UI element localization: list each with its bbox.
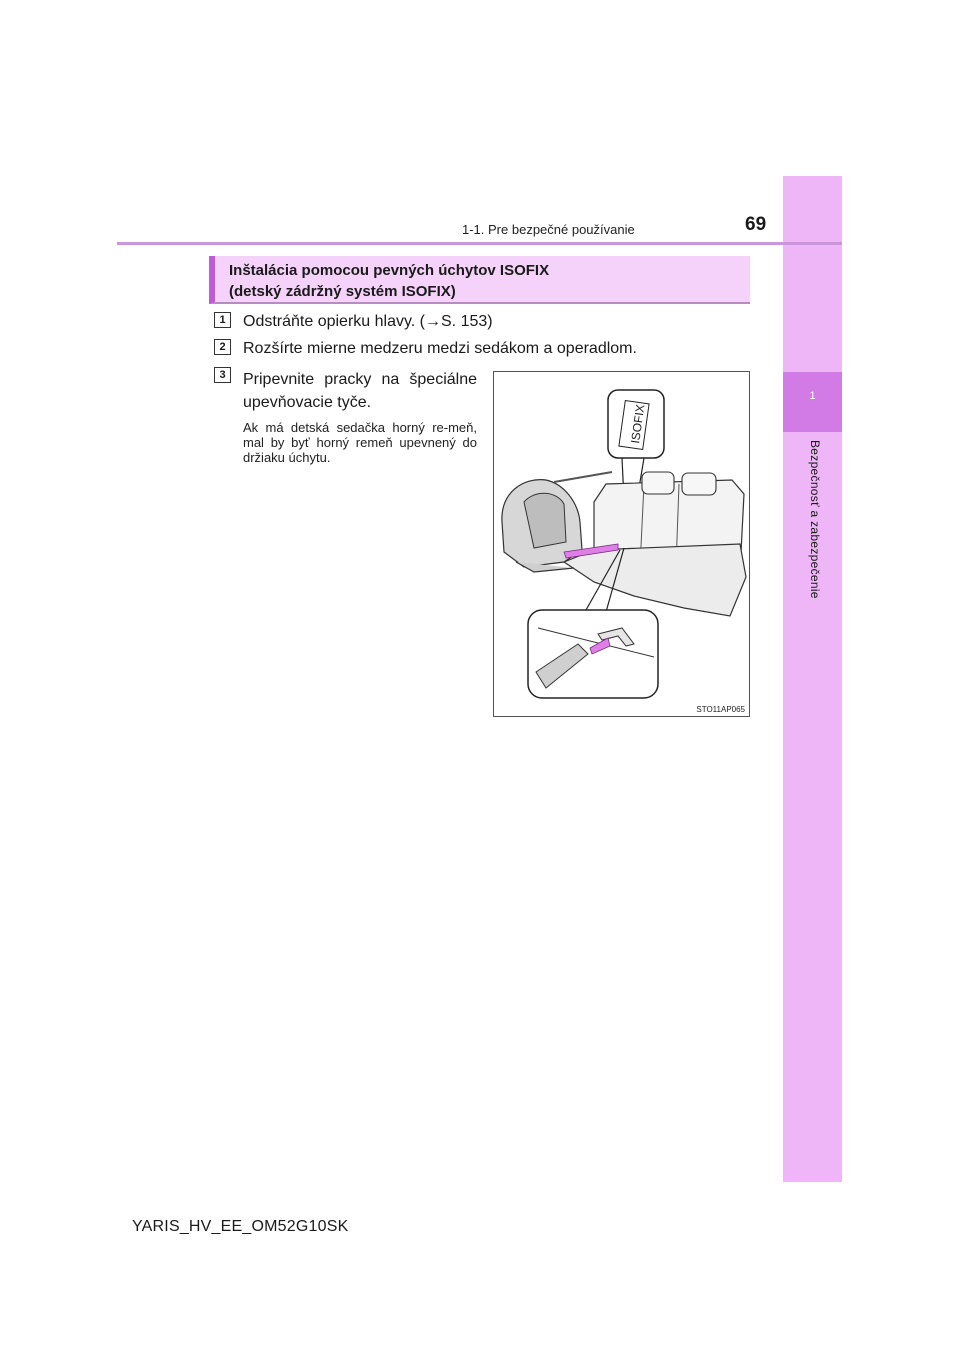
header-rule — [117, 242, 842, 245]
chapter-title: Bezpečnosť a zabezpečenie — [808, 440, 822, 599]
isofix-illustration — [493, 371, 750, 717]
step-1-text: Odstráňte opierku hlavy. (→S. 153) — [243, 313, 493, 330]
page-number: 69 — [745, 214, 767, 235]
headrest-center — [642, 472, 674, 494]
isofix-label-text: ISOFIX — [628, 403, 648, 445]
figure-code: STO11AP065 — [696, 705, 745, 714]
step-2-text: Rozšírte mierne medzeru medzi sedákom a operadlom. — [243, 340, 637, 357]
isofix-drawing — [494, 372, 749, 716]
step-1-number: 1 — [214, 312, 231, 328]
chapter-number: 1 — [809, 390, 816, 402]
chapter-number-tab — [783, 372, 842, 432]
section-heading — [229, 260, 549, 302]
section-heading-line2: (detský zádržný systém ISOFIX) — [229, 283, 456, 300]
note-text: Ak má detská sedačka horný re-meň, mal by byť horný remeň upevnený do držiaku úchytu. — [243, 420, 477, 465]
seat-cushion — [564, 544, 746, 616]
step-3-text: Pripevnite pracky na špeciálne upevňovacie tyče. — [243, 371, 477, 411]
chapter-side-tab — [783, 176, 842, 1182]
footer-code: YARIS_HV_EE_OM52G10SK — [132, 1218, 349, 1235]
section-heading-box — [209, 256, 750, 304]
header-section-title: 1-1. Pre bezpečné používanie — [462, 222, 635, 237]
step-2-number: 2 — [214, 339, 231, 355]
step-3-number: 3 — [214, 367, 231, 383]
headrest-right — [682, 473, 716, 495]
section-heading-line1: Inštalácia pomocou pevných úchytov ISOFIX — [229, 262, 550, 279]
